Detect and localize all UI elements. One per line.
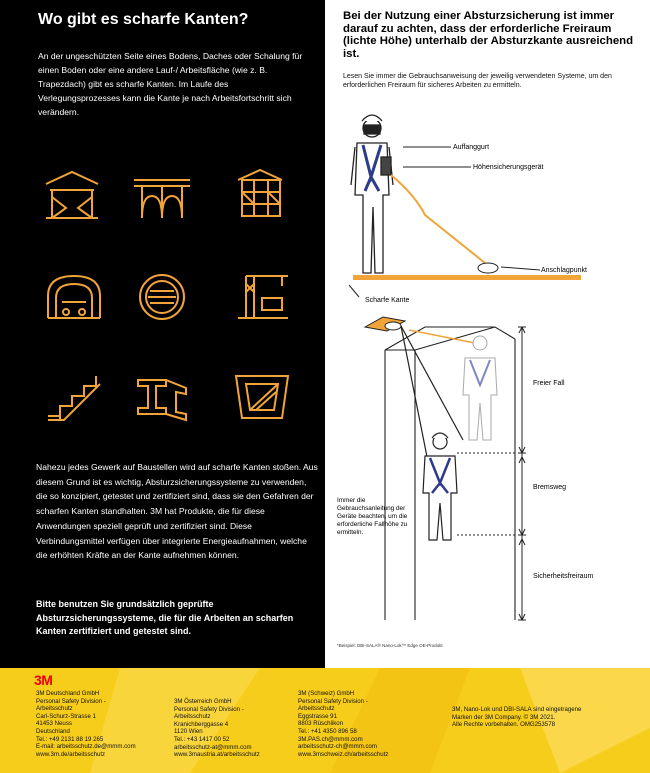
call-to-action-text: Bitte benutzen Sie grundsätzlich geprüfte Absturzsicherungssysteme, die für die Arbeiten an scharfen Kanten zertifiziert und getestet sind.: [36, 599, 294, 636]
3m-logo: 3M: [34, 672, 53, 688]
crane-platform-icon: [232, 270, 292, 320]
anchor-device: [478, 263, 498, 273]
label-free-fall: Freier Fall: [533, 380, 565, 387]
label-edge: Scharfe Kante: [365, 297, 410, 304]
falling-worker-ghost: [463, 336, 497, 440]
intro-text: An der ungeschützten Seite eines Bodens, Daches oder Schalung für einen Boden oder eine andere Lauf-/ Arbeitsfläche (wie z. B. Trapezdach) gibt es scharfe Kanten. Im Laufe des Verlegungsprozesses kann die Kante je nach Arbeitsfortschritt sich verändern.: [38, 51, 303, 117]
footer-col-legal: 3M, Nano-Lok und DBI-SALA sind eingetragene Marken der 3M Company. © 3M 2021. Alle Rechte vorbehalten. OMG253578: [452, 706, 582, 729]
instructions-note: Immer die Gebrauchsanleitung der Geräte beachten, um die erforderliche Fallhöhe zu ermitteln.: [337, 497, 408, 536]
product-footnote: *Beispiel: DBI-SALA® Nano-Lok™ Edge OE-Produkt: [337, 643, 443, 648]
roof-house-icon: [42, 170, 102, 220]
scaffold-building-icon: [232, 168, 292, 218]
footer-col-switzerland: 3M (Schweiz) GmbH Personal Safety Division - Arbeitsschutz Eggstrasse 91 8803 Rüschlikon Tel.: +41 4350 896 58 3M.PAS.ch@mmm.com arbeitsschutz-ch@mmm.com www.3mschweiz.ch/arbeitsschutz: [298, 690, 389, 758]
left-panel: [0, 0, 325, 668]
skylight-icon: [232, 370, 292, 420]
footer: [0, 668, 650, 773]
body-text: Nahezu jedes Gewerk auf Baustellen wird auf scharfe Kanten stoßen. Aus diesem Grund ist es wichtig, Absturzsicherungssysteme zu verwenden, die so konzipiert, getestet und zertifiziert sind, dass sie den Gefahren der scharfen Kanten standhalten. 3M hat Produkte, die für diese Anwendungen speziell geprüft und zertifiziert sind. Diese Verbindungsmittel verfügen über integrierte Energieaufnahmen, welche die erhöhten Kräfte an der Kante aufnehmen können.: [36, 462, 318, 561]
fall-clearance-illustration: [325, 95, 650, 640]
stairs-icon: [44, 372, 104, 422]
footer-col-austria: 3M Österreich GmbH Personal Safety Division - Arbeitsschutz Kranichberggasse 4 1120 Wien Tel.: +43 1417 00 52 arbeitsschutz-at@mmm.com www.3maustria.at/arbeitsschutz: [174, 698, 260, 759]
lanyard-line: [391, 175, 485, 263]
clearance-heading: Bei der Nutzung einer Absturzsicherung ist immer darauf zu achten, dass der erforderliche Freiraum (lichte Höhe) unterhalb der Absturzkante ausreichend ist.: [343, 10, 634, 60]
clearance-subtext: Lesen Sie immer die Gebrauchsanweisung der jeweilig verwendeten Systeme, um den erforderlichen Freiraum für sicheres Arbeiten zu ermitteln.: [343, 73, 612, 89]
right-panel: [325, 0, 650, 668]
label-clearance: Sicherheitsfreiraum: [533, 573, 594, 580]
steel-beam-icon: [132, 372, 192, 422]
label-braking: Bremsweg: [533, 484, 567, 491]
standing-worker-figure: [351, 115, 393, 273]
label-harness: Auffanggurt: [453, 144, 490, 151]
roof-slab: [353, 275, 581, 280]
bridge-icon: [132, 172, 192, 222]
tunnel-icon: [44, 272, 104, 322]
page-title: Wo gibt es scharfe Kanten?: [38, 11, 249, 28]
label-anchor: Anschlagpunkt: [541, 267, 587, 274]
manhole-icon: [132, 272, 192, 322]
label-device: Höhensicherungsgerät: [473, 164, 544, 171]
footer-col-germany: 3M Deutschland GmbH Personal Safety Division - Arbeitsschutz Carl-Schurz-Strasse 1 41453 Neuss Deutschland Tel.: +49 2131 88 19 265 E-mail: arbeitsschutz.de@mmm.com www.3m.de/arbeitsschutz: [36, 690, 136, 758]
arrested-worker-figure: [423, 433, 457, 540]
